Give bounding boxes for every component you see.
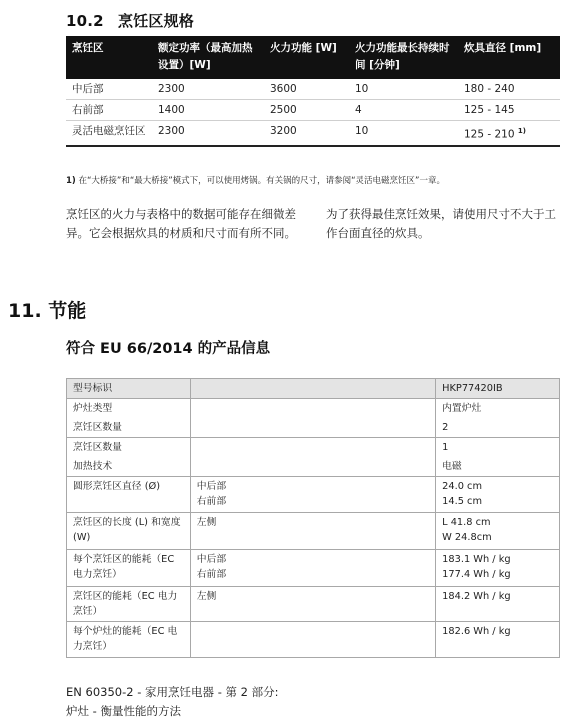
chapter-title-text: 节能 — [48, 300, 87, 322]
table-row — [67, 438, 560, 458]
energy-zone-2: 右前部 — [196, 569, 227, 580]
cell-power: 1400 — [152, 100, 264, 121]
header-boost: 火力功能 [W] — [264, 36, 349, 79]
model-value: HKP77420IB — [436, 379, 560, 399]
cell-zone: 灵活电磁烹饪区 — [66, 121, 152, 146]
areas-count-label: 烹饪区数量 — [67, 438, 191, 458]
cell-power: 2300 — [152, 79, 264, 100]
cell-boost: 2500 — [264, 100, 349, 121]
table-row — [66, 100, 560, 121]
table-row — [67, 399, 560, 419]
energy-hob-label: 每个炉灶的能耗（EC 电力烹饪） — [67, 622, 191, 658]
subtitle: 符合 EU 66/2014 的产品信息 — [66, 341, 271, 357]
section-title — [66, 10, 194, 31]
chapter-title — [8, 296, 86, 323]
diameter-zone-2: 右前部 — [196, 496, 227, 507]
diameter-zone-1: 中后部 — [196, 481, 227, 492]
paragraph-right: 为了获得最佳烹饪效果，请使用尺寸不大于工作台面直径的炊具。 — [326, 207, 556, 240]
table-row — [67, 379, 560, 399]
table-row — [67, 587, 560, 622]
header-zone: 烹饪区 — [66, 36, 152, 79]
energy-zone-value-1: 183.1 Wh / kg — [442, 554, 511, 565]
chapter-number: 11. — [8, 300, 42, 322]
diameter-label: 圆形烹饪区直径 (Ø) — [67, 477, 191, 513]
diameter-value-1: 24.0 cm — [442, 481, 482, 492]
header-diameter: 炊具直径 [mm] — [458, 36, 560, 79]
energy-zone-value-2: 177.4 Wh / kg — [442, 569, 511, 580]
cell-zone: 中后部 — [66, 79, 152, 100]
areas-count-value: 1 — [436, 438, 560, 458]
paragraph-left: 烹饪区的火力与表格中的数据可能存在细微差异。它会根据炊具的材质和尺寸而有所不同。 — [66, 207, 296, 240]
section-number: 10.2 — [66, 12, 104, 30]
cell-zone: 右前部 — [66, 100, 152, 121]
cell-duration: 4 — [349, 100, 458, 121]
table-row — [66, 121, 560, 146]
type-label: 炉灶类型 — [67, 399, 191, 419]
footnote-text: 在“大桥接”和“最大桥接”模式下，可以使用烤锅。有关锅的尺寸，请参阅“灵活电磁烹饪区”一章。 — [75, 176, 445, 186]
footnote-marker: 1) — [66, 176, 76, 186]
table-row — [66, 79, 560, 100]
cell-boost: 3600 — [264, 79, 349, 100]
table-row — [67, 513, 560, 550]
header-duration: 火力功能最长持续时间 [分钟] — [349, 36, 458, 79]
heating-value: 电磁 — [436, 457, 560, 477]
size-zone: 左侧 — [190, 513, 435, 550]
diameter-value: 125 - 210 — [464, 128, 515, 141]
product-info-table — [66, 378, 560, 658]
cell-diameter: 125 - 145 — [458, 100, 560, 121]
table-row — [67, 457, 560, 477]
standard-line-1: EN 60350-2 - 家用烹饪电器 - 第 2 部分: — [66, 685, 279, 699]
energy-zone-label: 每个烹饪区的能耗（EC 电力烹饪） — [67, 550, 191, 587]
footnote — [66, 174, 560, 186]
size-value-length: L 41.8 cm — [442, 517, 491, 528]
header-power: 额定功率（最高加热设置）[W] — [152, 36, 264, 79]
energy-zone-1: 中后部 — [196, 554, 227, 565]
spec-table-header — [66, 36, 560, 79]
footnote-ref: 1) — [517, 127, 526, 135]
energy-hob-value: 182.6 Wh / kg — [436, 622, 560, 658]
cell-duration: 10 — [349, 79, 458, 100]
cell-power: 2300 — [152, 121, 264, 146]
cell-diameter: 180 - 240 — [458, 79, 560, 100]
cell-boost: 3200 — [264, 121, 349, 146]
standard-reference — [66, 683, 279, 721]
size-label: 烹饪区的长度 (L) 和宽度 (W) — [67, 513, 191, 550]
zones-count-value: 2 — [436, 418, 560, 438]
energy-area-zone: 左侧 — [190, 587, 435, 622]
diameter-value-2: 14.5 cm — [442, 496, 482, 507]
table-row — [67, 477, 560, 513]
size-value-width: W 24.8cm — [442, 532, 492, 543]
cell-diameter — [458, 121, 560, 146]
zones-count-label: 烹饪区数量 — [67, 418, 191, 438]
energy-area-label: 烹饪区的能耗（EC 电力烹饪） — [67, 587, 191, 622]
type-value: 内置炉灶 — [436, 399, 560, 419]
table-row — [67, 418, 560, 438]
cell-duration: 10 — [349, 121, 458, 146]
section-title-text: 烹饪区规格 — [118, 12, 195, 30]
heating-label: 加热技术 — [67, 457, 191, 477]
table-row — [67, 550, 560, 587]
energy-area-value: 184.2 Wh / kg — [436, 587, 560, 622]
table-row — [67, 622, 560, 658]
standard-line-2: 炉灶 - 衡量性能的方法 — [66, 704, 181, 718]
model-label: 型号标识 — [67, 379, 191, 399]
cooking-zone-spec-table — [66, 36, 560, 147]
